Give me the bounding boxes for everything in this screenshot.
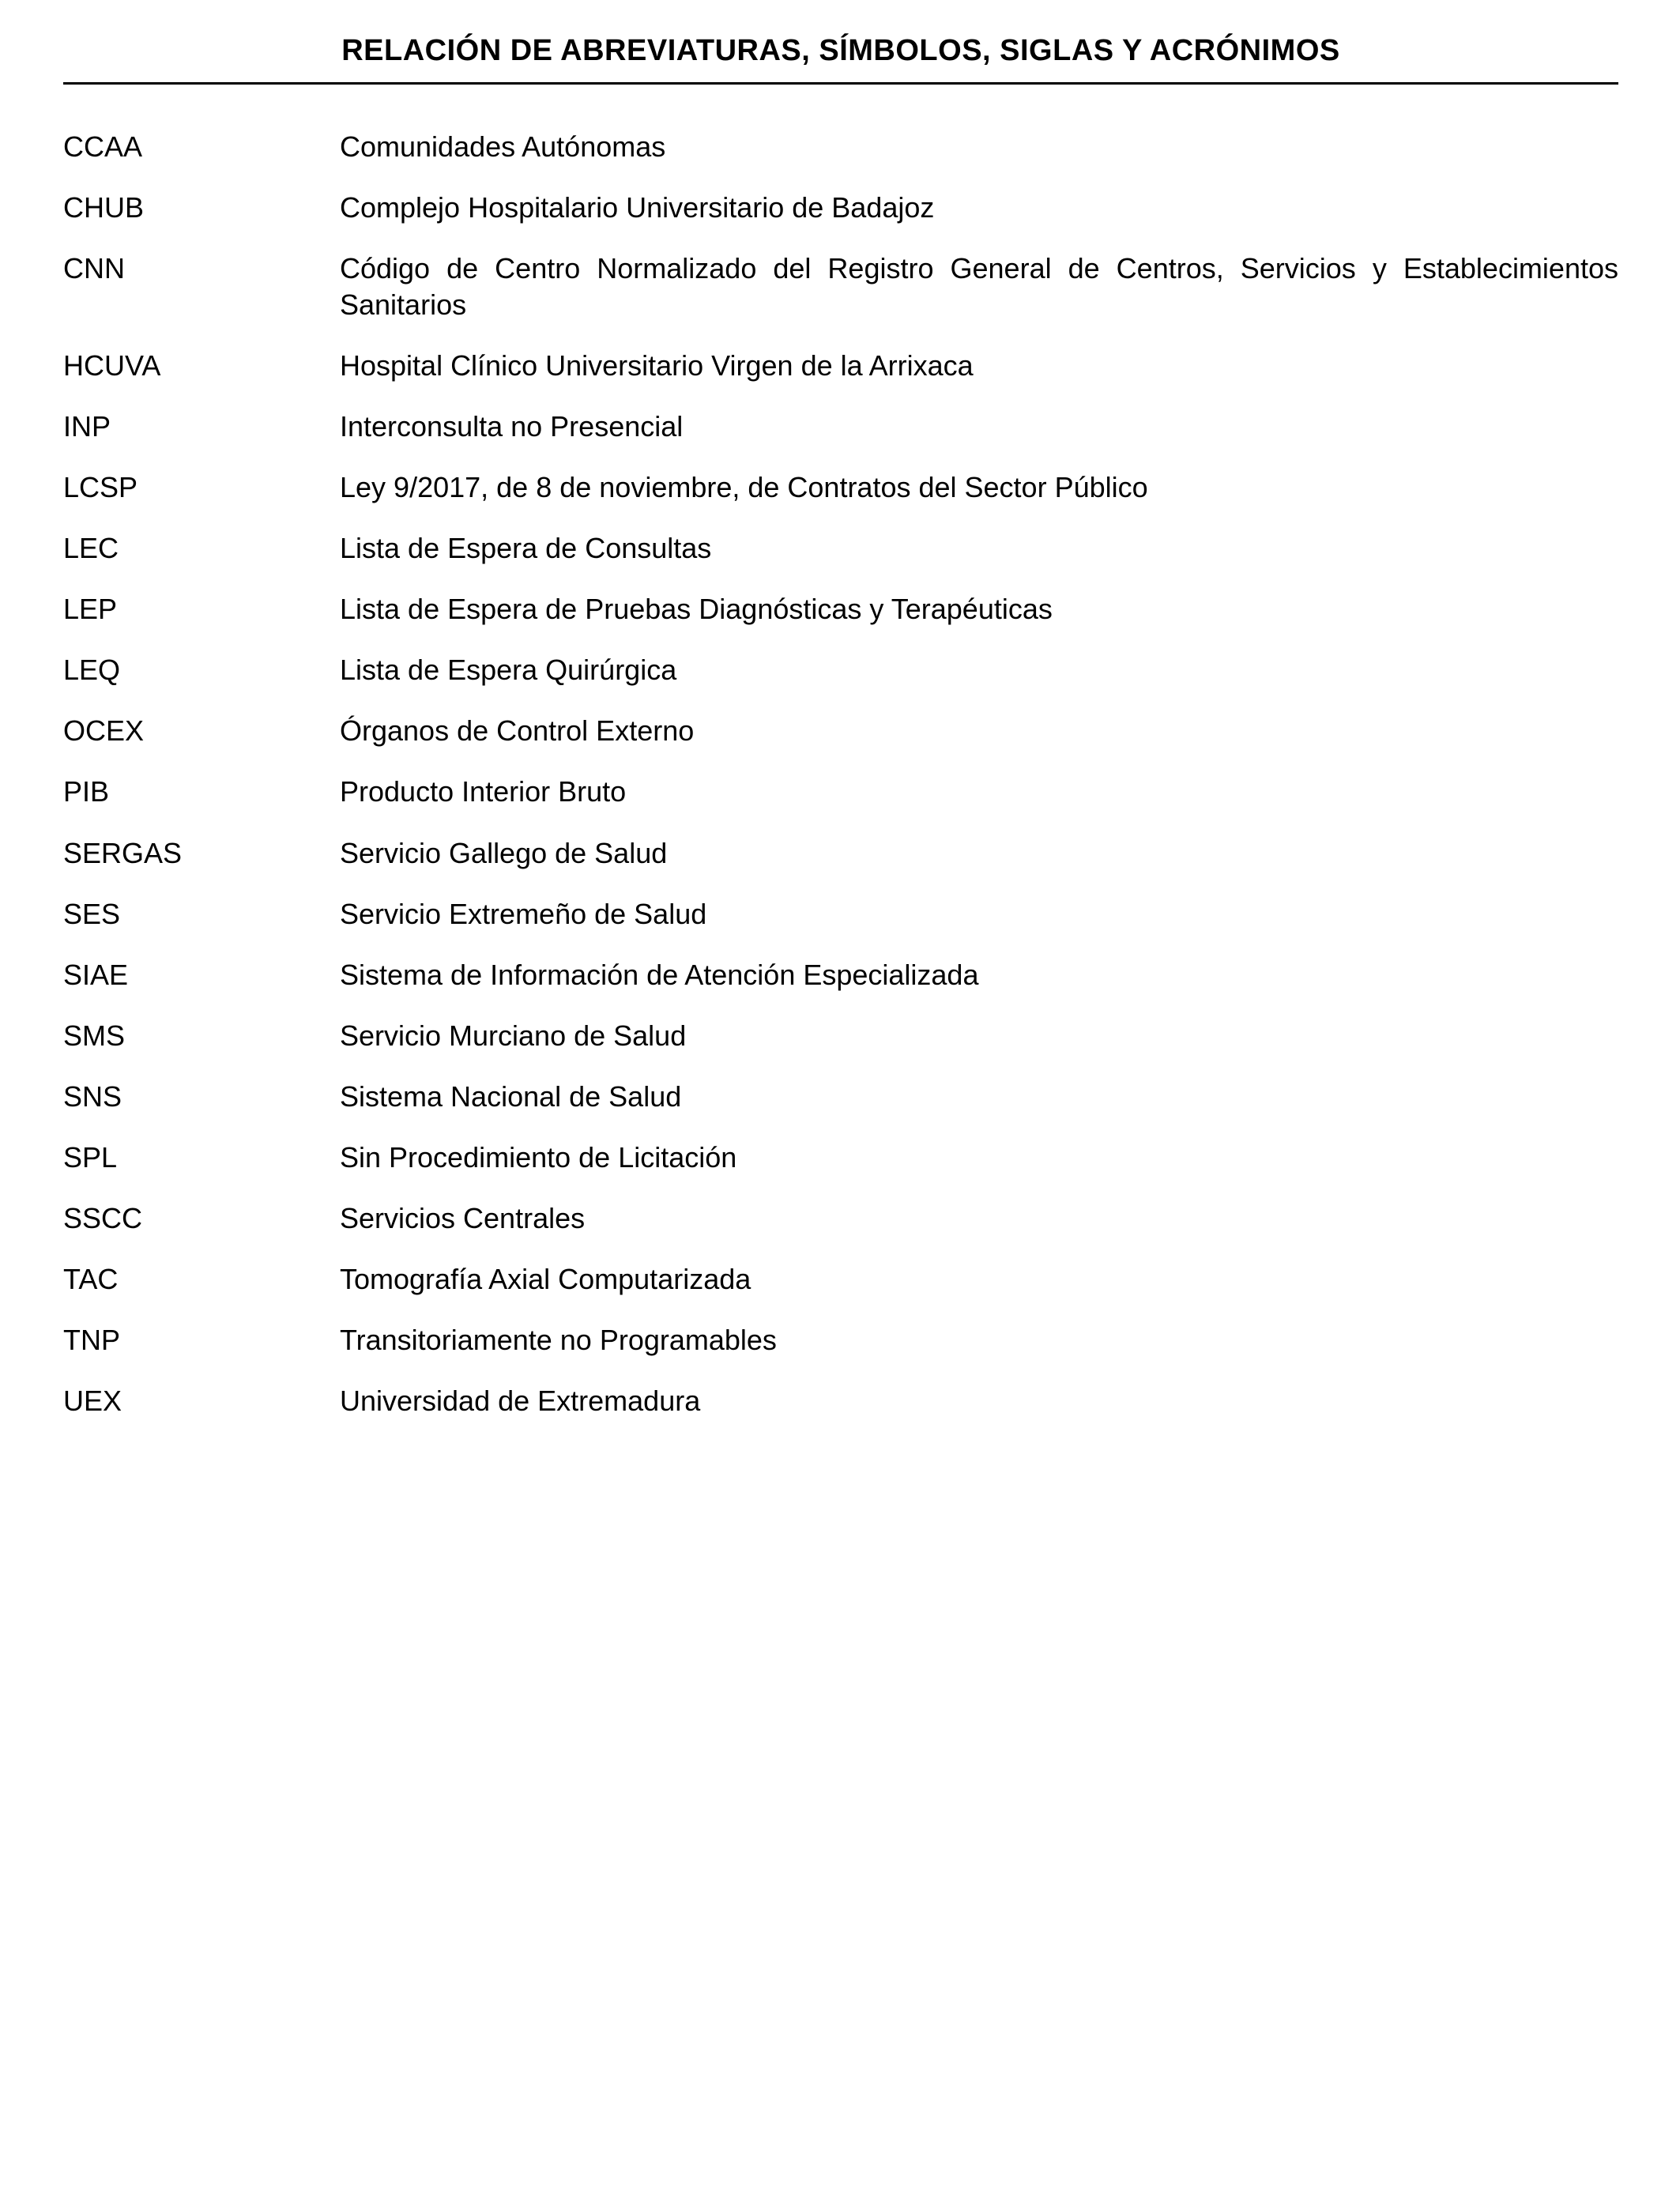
abbreviation-list: [63, 129, 1618, 1420]
abbr-row: [63, 1383, 1618, 1419]
abbr-row: [63, 1200, 1618, 1237]
abbr-definition: Complejo Hospitalario Universitario de Badajoz: [340, 190, 935, 224]
abbr-code: LCSP: [63, 471, 138, 504]
abbr-code: SNS: [63, 1079, 122, 1113]
abbr-code: LEC: [63, 532, 119, 565]
abbr-row: [63, 1079, 1618, 1115]
abbr-code: CHUB: [63, 190, 145, 224]
abbr-code: LEQ: [63, 654, 121, 687]
abbr-definition: Comunidades Autónomas: [340, 130, 666, 163]
abbr-definition: Sin Procedimiento de Licitación: [340, 1140, 737, 1174]
abbr-code: OCEX: [63, 714, 145, 748]
abbr-definition: Tomografía Axial Computarizada: [340, 1263, 751, 1296]
abbr-row: [63, 835, 1618, 872]
abbr-row: [63, 774, 1618, 810]
abbr-row: [63, 1018, 1618, 1054]
abbr-definition: Órganos de Control Externo: [340, 714, 695, 748]
abbr-definition: Transitoriamente no Programables: [340, 1324, 777, 1357]
abbr-definition: Código de Centro Normalizado del Registro General de Centros, Servicios y Establecimientos Sanitarios: [340, 251, 1618, 321]
abbr-definition: Servicio Gallego de Salud: [340, 836, 668, 869]
page-title: RELACIÓN DE ABREVIATURAS, SÍMBOLOS, SIGLAS Y ACRÓNIMOS: [341, 34, 1340, 67]
abbr-row: [63, 530, 1618, 567]
abbr-code: UEX: [63, 1385, 122, 1418]
abbr-code: SSCC: [63, 1202, 143, 1234]
abbr-code: CNN: [63, 251, 125, 284]
abbr-definition: Ley 9/2017, de 8 de noviembre, de Contratos del Sector Público: [340, 471, 1148, 504]
abbr-code: HCUVA: [63, 349, 161, 382]
abbr-definition: Hospital Clínico Universitario Virgen de la Arrixaca: [340, 349, 974, 382]
abbr-row: [63, 1140, 1618, 1176]
abbr-row: [63, 190, 1618, 226]
abbr-definition: Universidad de Extremadura: [340, 1385, 701, 1418]
abbr-row: [63, 713, 1618, 749]
abbr-definition: Lista de Espera Quirúrgica: [340, 654, 677, 687]
abbr-row: [63, 1322, 1618, 1358]
abbr-definition: Interconsulta no Presencial: [340, 409, 684, 443]
abbr-code: TAC: [63, 1263, 119, 1296]
abbr-code: SERGAS: [63, 836, 183, 869]
abbr-row: [63, 1261, 1618, 1298]
abbr-definition: Sistema de Información de Atención Especializada: [340, 958, 979, 991]
abbr-definition: Servicio Murciano de Salud: [340, 1019, 687, 1052]
abbr-code: SPL: [63, 1140, 118, 1174]
abbr-code: SES: [63, 897, 121, 930]
abbr-code: CCAA: [63, 130, 143, 163]
abbr-row: [63, 409, 1618, 445]
abbr-code: LEP: [63, 593, 118, 626]
abbr-code: PIB: [63, 775, 110, 808]
title-underline: [63, 82, 1618, 85]
abbr-row: [63, 957, 1618, 993]
abbr-row: [63, 469, 1618, 506]
abbr-row: [63, 251, 1618, 323]
abbr-definition: Lista de Espera de Pruebas Diagnósticas y Terapéuticas: [340, 593, 1053, 626]
abbr-code: SMS: [63, 1019, 126, 1052]
abbr-code: SIAE: [63, 958, 129, 991]
abbr-definition: Producto Interior Bruto: [340, 775, 627, 808]
abbr-row: [63, 129, 1618, 165]
abbr-row: [63, 896, 1618, 932]
abbr-definition: Sistema Nacional de Salud: [340, 1079, 682, 1113]
abbr-code: INP: [63, 409, 111, 443]
abbr-definition: Servicio Extremeño de Salud: [340, 897, 707, 930]
abbr-row: [63, 652, 1618, 688]
abbr-code: TNP: [63, 1324, 120, 1357]
abbr-definition: Servicios Centrales: [340, 1202, 586, 1234]
abbr-row: [63, 591, 1618, 627]
abbr-definition: Lista de Espera de Consultas: [340, 532, 712, 565]
abbr-row: [63, 348, 1618, 384]
